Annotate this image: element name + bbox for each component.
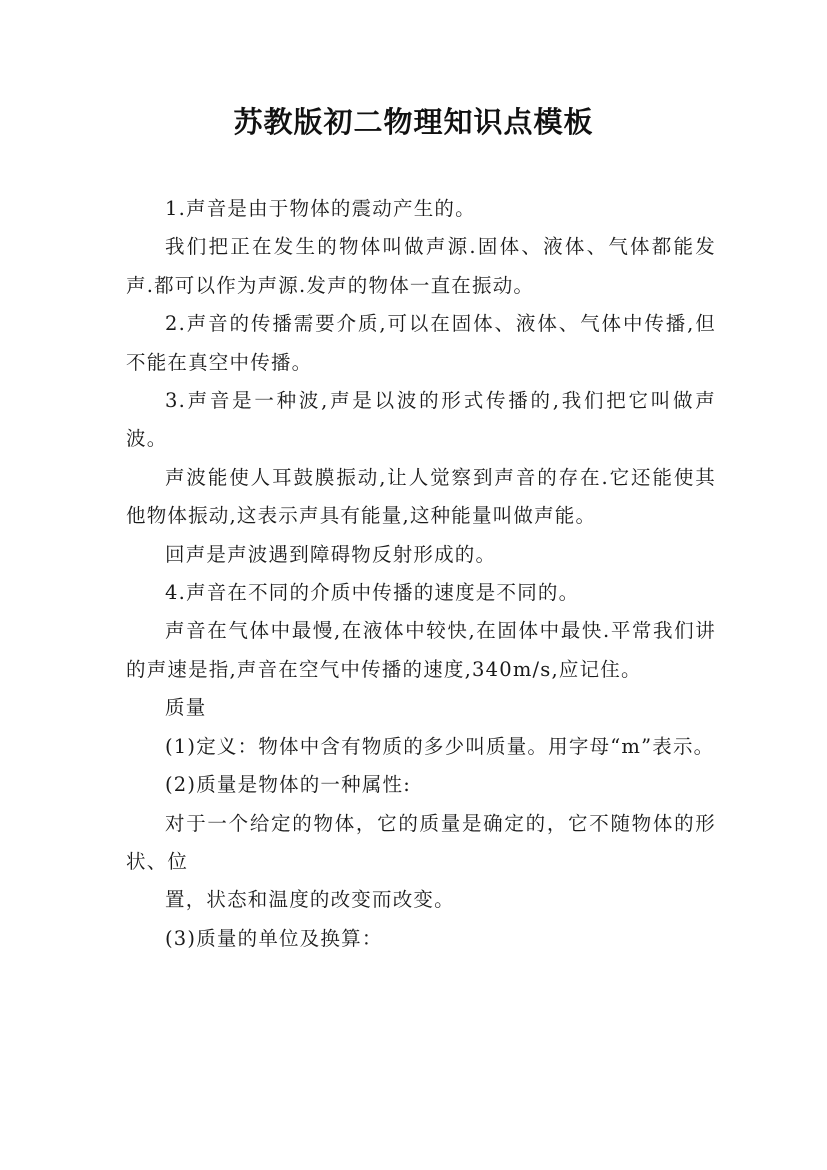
paragraph-sound-origin: 1.声音是由于物体的震动产生的。 xyxy=(165,197,476,220)
paragraph-sound-speed-values: 声音在气体中最慢,在液体中较快,在固体中最快.平常我们讲的声速是指,声音在空气中传播的速度,340m/s,应记住。 xyxy=(126,619,716,681)
paragraph-sound-speed-media: 4.声音在不同的介质中传播的速度是不同的。 xyxy=(165,581,580,605)
paragraph-sound-wave: 3.声音是一种波,声是以波的形式传播的,我们把它叫做声波。 xyxy=(126,389,716,451)
paragraph-sound-energy: 声波能使人耳鼓膜振动,让人觉察到声音的存在.它还能使其他物体振动,这表示声具有能量,这种能量叫做声能。 xyxy=(126,465,716,528)
document-title: 苏教版初二物理知识点模板 xyxy=(233,105,594,139)
section-heading-mass: 质量 xyxy=(165,696,207,720)
paragraph-mass-definition: (1)定义：物体中含有物质的多少叫质量。用字母“m”表示。 xyxy=(165,734,715,758)
paragraph-mass-invariance-2: 置，状态和温度的改变而改变。 xyxy=(165,888,455,912)
paragraph-mass-invariance-1: 对于一个给定的物体，它的质量是确定的，它不随物体的形状、位 xyxy=(126,811,716,873)
paragraph-mass-property: (2)质量是物体的一种属性: xyxy=(165,773,411,797)
paragraph-sound-medium: 2.声音的传播需要介质,可以在固体、液体、气体中传播,但不能在真空中传播。 xyxy=(126,312,716,374)
paragraph-mass-units: (3)质量的单位及换算： xyxy=(165,926,383,950)
paragraph-sound-source: 我们把正在发生的物体叫做声源.固体、液体、气体都能发声.都可以作为声源.发声的物体一直在振动。 xyxy=(126,235,716,297)
paragraph-echo: 回声是声波遇到障碍物反射形成的。 xyxy=(165,542,497,566)
document-body xyxy=(126,190,716,958)
